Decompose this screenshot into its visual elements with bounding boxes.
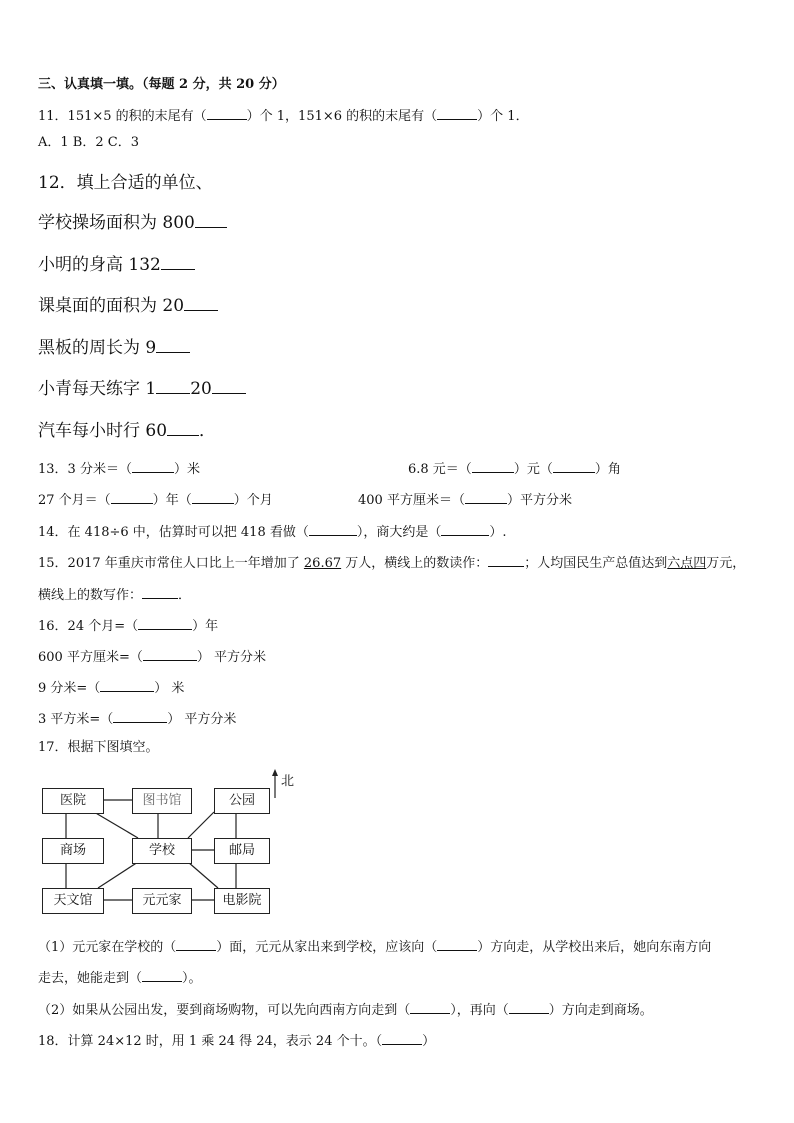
- q18-text: ）: [422, 1034, 436, 1049]
- q12-item: [38, 337, 190, 359]
- unit-blank[interactable]: [195, 213, 227, 228]
- q12-title: 12．填上合适的单位、: [38, 173, 213, 193]
- q17-text: ）面，元元从家出来到学校，应该向（: [216, 940, 438, 955]
- q13-row-2: [38, 489, 738, 509]
- q15-text: ；人均国民生产总值达到: [524, 556, 668, 571]
- q12-item-label: 小青每天练字 1: [38, 379, 157, 399]
- q15-blank[interactable]: [488, 552, 524, 567]
- q13-right: [408, 458, 621, 478]
- q13-text: ）角: [594, 462, 621, 477]
- q12-item-tail: ．: [199, 421, 217, 441]
- place-yuanyuan-home: 元元家: [132, 888, 192, 914]
- unit-blank[interactable]: [156, 379, 190, 394]
- q12-item-label: 课桌面的面积为 20: [38, 296, 185, 316]
- q13-blank[interactable]: [111, 489, 153, 504]
- q12-item: [38, 378, 246, 400]
- q13-right: [358, 489, 572, 509]
- unit-blank[interactable]: [184, 296, 218, 311]
- q14-blank[interactable]: [309, 521, 357, 536]
- q13-text: ）元（: [513, 462, 553, 477]
- q12-item: [38, 420, 216, 442]
- q15-blank[interactable]: [142, 584, 178, 599]
- q11-text-c: ）个 1．: [477, 109, 529, 124]
- q12-item: [38, 254, 195, 276]
- q11-text-a: 11．151×5 的积的末尾有（: [38, 109, 207, 124]
- q17-part-1: [38, 936, 711, 956]
- q16-text: ） 平方分米: [167, 712, 237, 727]
- q13-blank[interactable]: [472, 458, 514, 473]
- place-school: 学校: [132, 838, 192, 864]
- q16-row: [38, 646, 266, 666]
- q15-text: 万元，: [706, 556, 746, 571]
- q17-text: ）方向走到商场。: [548, 1003, 653, 1018]
- unit-blank[interactable]: [156, 338, 190, 353]
- q16-text: ） 平方分米: [196, 650, 266, 665]
- q13-text: ）米: [173, 462, 200, 477]
- q16-blank[interactable]: [138, 615, 192, 630]
- q17-text: ）方向走，从学校出来后，她向东南方向: [477, 940, 712, 955]
- q14-text: ），商大约是（: [356, 525, 442, 540]
- q15-text: 横线上的数写作：: [38, 588, 143, 603]
- q17-text: （2）如果从公园出发，要到商场购物，可以先向西南方向走到（: [38, 1003, 411, 1018]
- place-park: 公园: [214, 788, 270, 814]
- q17-part-2: [38, 999, 653, 1019]
- q12-item: [38, 295, 218, 317]
- q17-blank[interactable]: [437, 936, 477, 951]
- q16-text: ）年: [192, 619, 219, 634]
- q14-text: ）.: [489, 525, 507, 540]
- q17-text: ），再向（: [450, 1003, 509, 1018]
- q16-blank[interactable]: [143, 646, 197, 661]
- place-mall: 商场: [42, 838, 104, 864]
- q13-row-1: [38, 458, 738, 478]
- q16-blank[interactable]: [100, 677, 154, 692]
- q18-text: 18．计算 24×12 时，用 1 乘 24 得 24，表示 24 个十。（: [38, 1034, 383, 1049]
- section-title: 三、认真填一填。（每题 2 分，共 20 分）: [38, 77, 285, 92]
- q11-options: A．1 B．2 C．3: [38, 135, 139, 150]
- q15-line-2: [38, 584, 191, 604]
- q16-row: [38, 708, 236, 728]
- q13-text: 27 个月＝（: [38, 493, 111, 508]
- place-cinema: 电影院: [214, 888, 270, 914]
- q14-blank[interactable]: [441, 521, 489, 536]
- direction-map: [38, 766, 338, 918]
- question-11: [38, 105, 529, 125]
- q15-text: ．: [178, 588, 192, 603]
- q15-underlined-words: 六点四: [667, 556, 707, 571]
- q15-text: 15．2017 年重庆市常住人口比上一年增加了: [38, 556, 304, 571]
- unit-blank[interactable]: [212, 379, 246, 394]
- q12-item-label: 黑板的周长为 9: [38, 338, 157, 358]
- q11-blank-2[interactable]: [437, 105, 477, 120]
- q11-blank-1[interactable]: [207, 105, 247, 120]
- q17-text: （1）元元家在学校的（: [38, 940, 177, 955]
- q17-blank[interactable]: [142, 967, 182, 982]
- question-18: [38, 1030, 435, 1050]
- q13-blank[interactable]: [192, 489, 234, 504]
- q13-blank[interactable]: [553, 458, 595, 473]
- q11-text-b: ）个 1，151×6 的积的末尾有（: [246, 109, 438, 124]
- q16-text: ） 米: [154, 681, 185, 696]
- q16-row: [38, 677, 184, 697]
- q16-text: 16．24 个月=（: [38, 619, 139, 634]
- q13-blank[interactable]: [132, 458, 174, 473]
- q16-text: 9 分米=（: [38, 681, 101, 696]
- q12-item: [38, 212, 227, 234]
- q13-text: 6.8 元＝（: [408, 462, 472, 477]
- place-hospital: 医院: [42, 788, 104, 814]
- q17-blank[interactable]: [410, 999, 450, 1014]
- q12-item-label: 汽车每小时行 60: [38, 421, 168, 441]
- q14-text: 14．在 418÷6 中，估算时可以把 418 看做（: [38, 525, 309, 540]
- north-arrow-icon: [272, 769, 278, 776]
- q18-blank[interactable]: [382, 1030, 422, 1045]
- q15-underlined-number: 26.67: [303, 556, 342, 571]
- q13-blank[interactable]: [465, 489, 507, 504]
- q12-item-label: 小明的身高 132: [38, 255, 161, 275]
- q17-blank[interactable]: [176, 936, 216, 951]
- question-15: [38, 552, 745, 572]
- q15-text: 万人，横线上的数读作：: [341, 556, 489, 571]
- place-observatory: 天文馆: [42, 888, 104, 914]
- q13-text: ）个月: [233, 493, 273, 508]
- q16-text: 3 平方米=（: [38, 712, 114, 727]
- unit-blank[interactable]: [167, 421, 199, 436]
- q13-text: 13．3 分米＝（: [38, 462, 132, 477]
- north-label: 北: [281, 774, 295, 789]
- q12-item-mid: 20: [190, 379, 212, 399]
- q12-item-label: 学校操场面积为 800: [38, 213, 195, 233]
- q16-row: [38, 615, 218, 635]
- q13-text: 400 平方厘米＝（: [358, 493, 465, 508]
- q13-text: ）平方分米: [506, 493, 572, 508]
- q17-title: 17．根据下图填空。: [38, 740, 159, 755]
- q13-text: ）年（: [152, 493, 192, 508]
- q17-part-1-cont: [38, 967, 202, 987]
- q16-text: 600 平方厘米=（: [38, 650, 143, 665]
- place-post-office: 邮局: [214, 838, 270, 864]
- unit-blank[interactable]: [161, 255, 195, 270]
- q17-text: 走去，她能走到（: [38, 971, 143, 986]
- q17-text: ）。: [182, 971, 202, 986]
- q16-blank[interactable]: [113, 708, 167, 723]
- place-library: 图书馆: [132, 788, 192, 814]
- q17-blank[interactable]: [509, 999, 549, 1014]
- question-14: [38, 521, 507, 541]
